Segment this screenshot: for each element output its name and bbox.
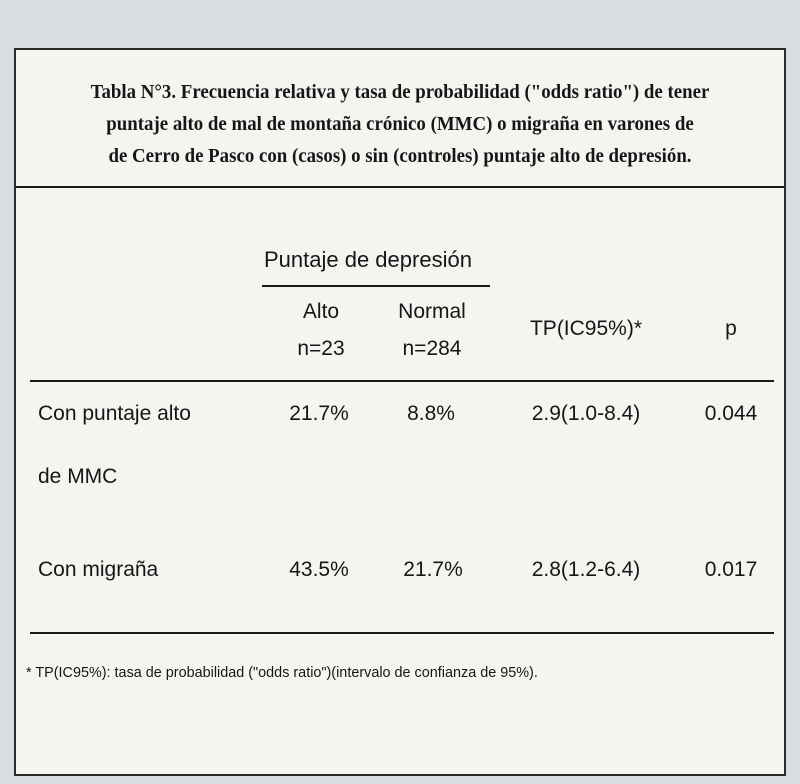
column-header-alto-n: n=23 <box>297 337 345 360</box>
table-footnote: * TP(IC95%): tasa de probabilidad ("odds ratio")(intervalo de confianza de 95%). <box>26 664 538 681</box>
caption-line: Tabla N°3. Frecuencia relativa y tasa de probabilidad ("odds ratio") de tener <box>90 81 710 103</box>
cell-tp: 2.9(1.0-8.4) <box>531 402 641 425</box>
column-header-normal-n: n=284 <box>402 337 462 360</box>
group-header-underline <box>262 285 490 287</box>
column-header-alto: Alto <box>302 300 340 323</box>
cell-normal: 21.7% <box>403 558 463 581</box>
header-divider <box>30 380 774 382</box>
cell-normal: 8.8% <box>407 402 455 425</box>
cell-tp: 2.8(1.2-6.4) <box>531 558 641 581</box>
cell-p: 0.017 <box>704 558 758 581</box>
cell-alto: 21.7% <box>289 402 349 425</box>
cell-p: 0.044 <box>704 402 758 425</box>
caption-line: puntaje alto de mal de montaña crónico (MMC) o migraña en varones de <box>106 113 694 135</box>
caption-divider <box>16 186 784 188</box>
column-header-normal: Normal <box>398 300 466 323</box>
row-label-continued: de MMC <box>38 465 118 488</box>
caption-line: de Cerro de Pasco con (casos) o sin (controles) puntaje alto de depresión. <box>108 145 692 167</box>
table-caption <box>60 76 741 172</box>
row-label: Con migraña <box>38 558 159 581</box>
cell-alto: 43.5% <box>289 558 349 581</box>
group-header: Puntaje de depresión <box>264 247 472 272</box>
column-header-tp: TP(IC95%)* <box>529 317 643 340</box>
row-label: Con puntaje alto <box>38 402 191 425</box>
table-panel <box>14 48 786 776</box>
table-bottom-rule <box>30 632 774 634</box>
column-header-p: p <box>725 317 737 340</box>
